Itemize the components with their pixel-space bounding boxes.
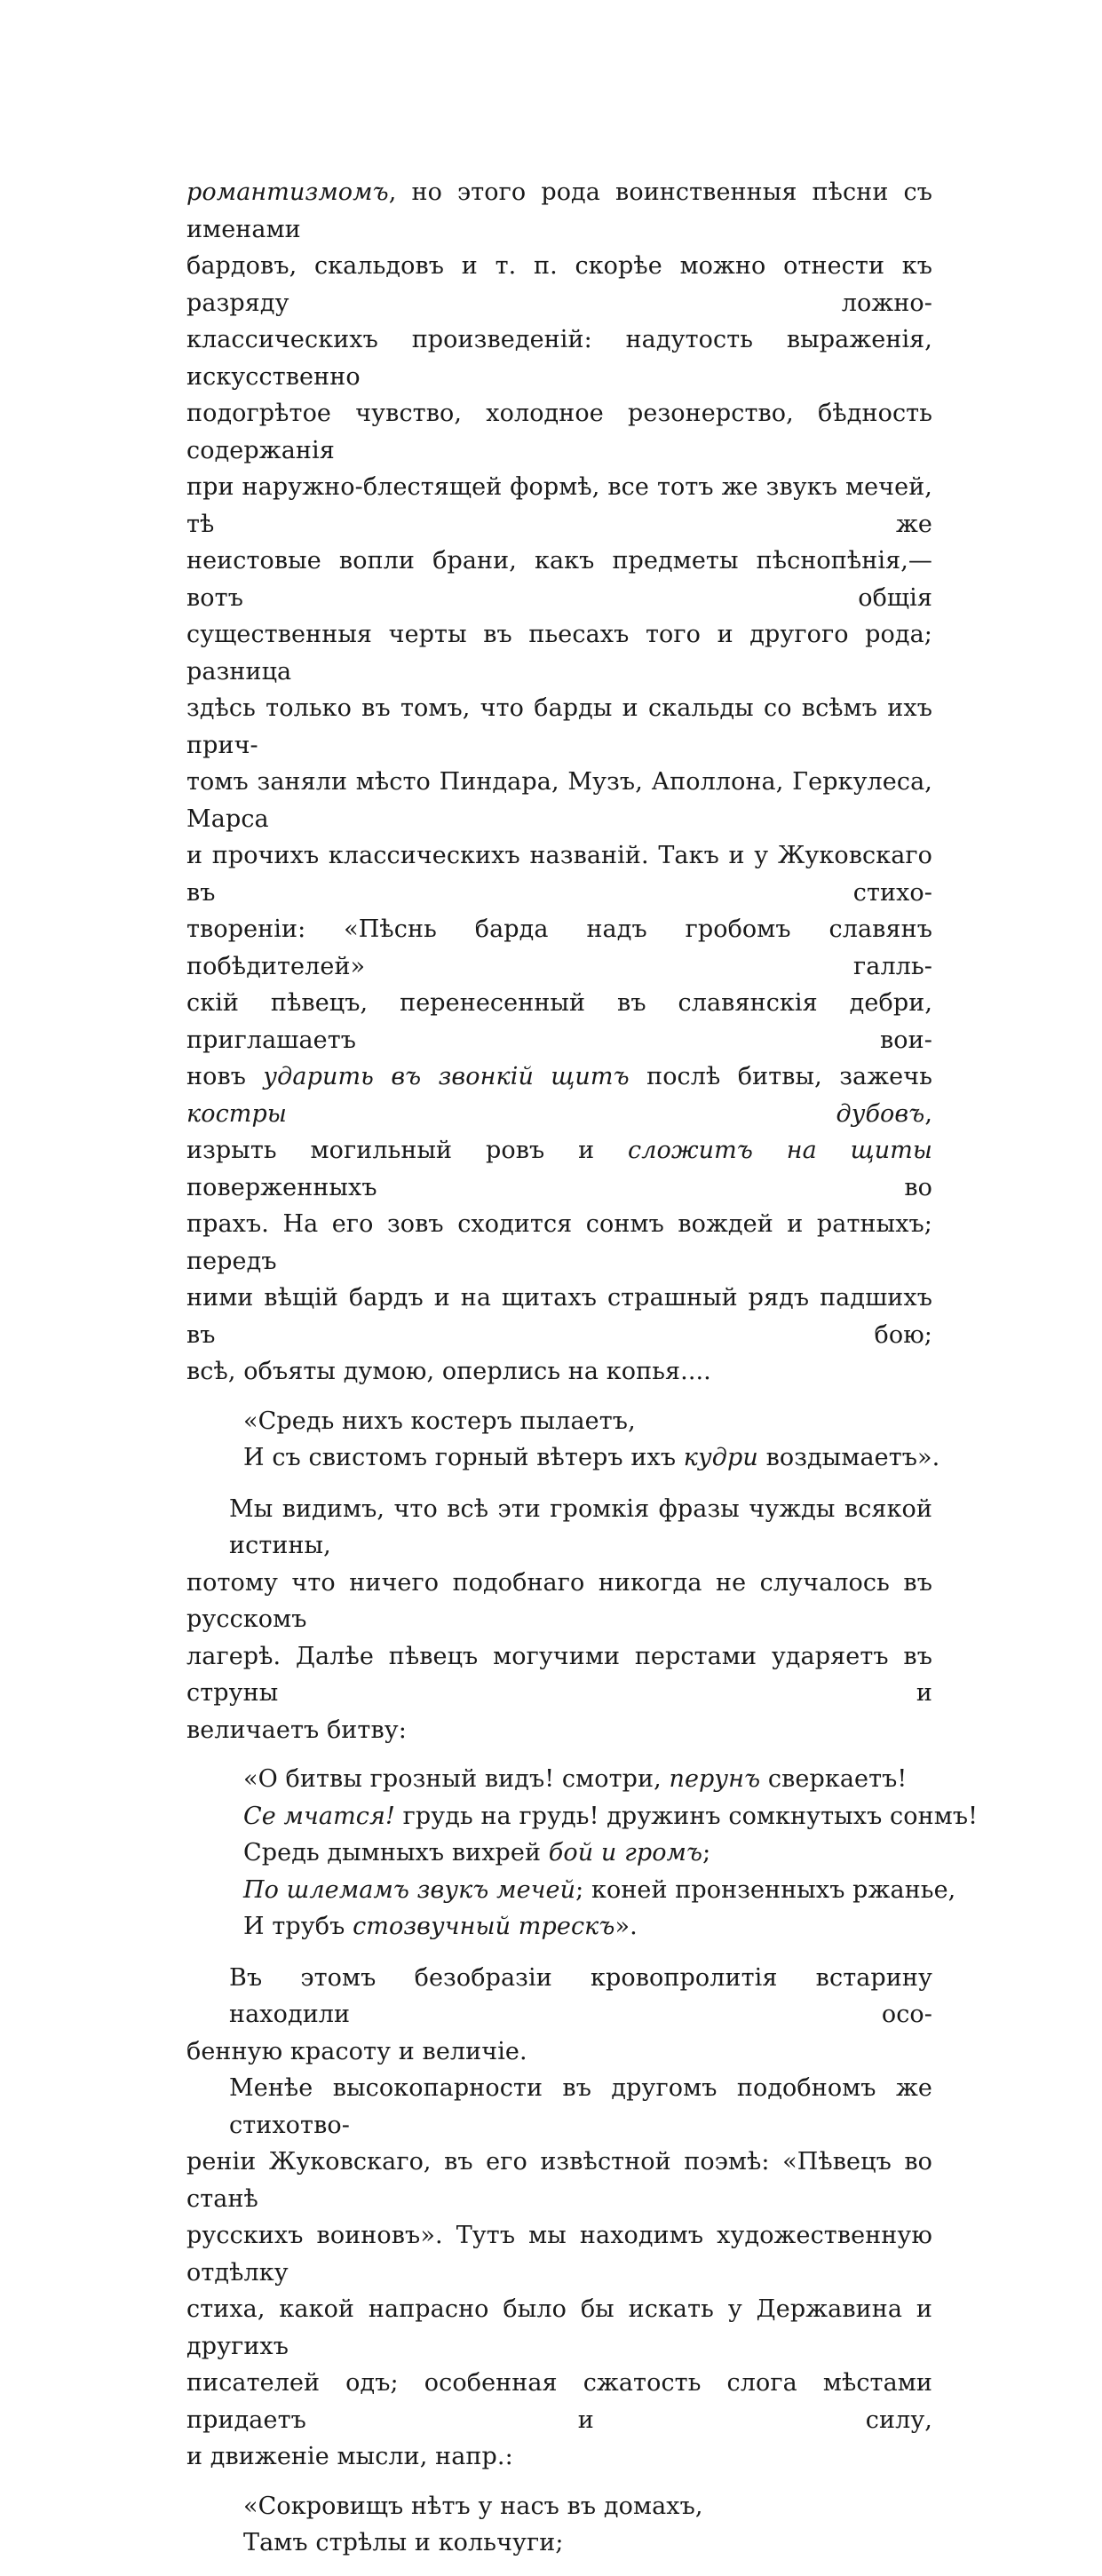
text-line: и движеніе мысли, напр.:	[186, 2443, 513, 2470]
text-span: ;	[702, 1839, 711, 1867]
italic-phrase: костры дубовъ	[186, 1099, 925, 1128]
verse-quote-2	[243, 1761, 979, 1946]
paragraph-4	[186, 2070, 932, 2476]
text-line: русскихъ воиновъ». Тутъ мы находимъ художественную отдѣлку	[186, 2222, 932, 2287]
paragraph-2	[186, 1491, 932, 1749]
text-span: ; коней пронзенныхъ ржанье,	[575, 1875, 956, 1904]
italic-phrase: сложитъ на щиты	[627, 1137, 932, 1164]
text-line: всѣ, объяты думою, оперлись на копья....	[186, 1358, 711, 1385]
text-span: изрыть могильный ровъ и	[186, 1137, 595, 1164]
verse-line	[243, 1439, 940, 1477]
verse-line	[243, 1761, 932, 1798]
italic-phrase: Се мчатся!	[243, 1802, 395, 1830]
text-line: существенныя черты въ пьесахъ того и другого рода; разница	[186, 621, 932, 686]
text-line: классическихъ произведеній: надутость выраженія, искусственно	[186, 326, 932, 391]
text-line	[186, 1058, 932, 1132]
text-span: ».	[614, 1913, 638, 1940]
page-text	[186, 174, 979, 2576]
text-line	[186, 174, 932, 248]
italic-phrase: кудри	[683, 1444, 758, 1471]
text-line: Менѣе высокопарности въ другомъ подобномъ же стихотво-	[229, 2074, 932, 2139]
text-line: стиха, какой напрасно было бы искать у Державина и другихъ	[186, 2295, 932, 2360]
text-span: поверженныхъ во	[186, 1173, 932, 1201]
text-span: новъ	[186, 1063, 247, 1090]
italic-phrase: бой и громъ	[548, 1839, 703, 1867]
text-line: твореніи: «Пѣснь барда надъ гробомъ славянъ побѣдителей» галль-	[186, 915, 932, 980]
text-line: и прочихъ классическихъ названій. Такъ и у Жуковскаго въ стихо-	[186, 842, 932, 907]
text-line: Въ этомъ безобразіи кровопролитія встарину находили осо-	[229, 1963, 932, 2028]
text-span: воздымаетъ».	[765, 1444, 940, 1471]
text-line: писателей одъ; особенная сжатость слога мѣстами придаетъ и силу,	[186, 2369, 932, 2434]
verse-line: «Сокровищъ нѣтъ у насъ въ домахъ,	[243, 2492, 703, 2520]
text-line: бардовъ, скальдовъ и т. п. скорѣе можно отнести къ разряду ложно-	[186, 252, 932, 317]
italic-phrase: стозвучный трескъ	[353, 1913, 615, 1940]
text-line	[186, 1132, 932, 1206]
text-line: томъ заняли мѣсто Пиндара, Музъ, Аполлона, Геркулеса, Марса	[186, 768, 932, 833]
verse-line: «Средь нихъ костеръ пылаетъ,	[243, 1407, 636, 1435]
text-line: подогрѣтое чувство, холодное резонерство, бѣдность содержанія	[186, 400, 932, 464]
text-span: грудь на грудь! дружинъ сомкнутыхъ сонмъ!	[402, 1802, 979, 1830]
verse-line	[243, 1798, 979, 1835]
verse-quote-3	[243, 2488, 932, 2562]
italic-phrase: ударить въ звонкій щитъ	[263, 1063, 630, 1090]
text-span: сверкаетъ!	[767, 1765, 908, 1793]
text-line: лагерѣ. Далѣе пѣвецъ могучими перстами ударяетъ въ струны и	[186, 1642, 932, 1707]
text-span: Средь дымныхъ вихрей	[243, 1839, 542, 1867]
verse-line	[243, 1872, 956, 1909]
text-span: И съ свистомъ горный вѣтеръ ихъ	[243, 1444, 677, 1471]
text-line: потому что ничего подобнаго никогда не случалось въ русскомъ	[186, 1568, 932, 1633]
text-line: ними вѣщій бардъ и на щитахъ страшный рядъ падшихъ въ бою;	[186, 1284, 932, 1349]
text-line: Мы видимъ, что всѣ эти громкія фразы чужды всякой истины,	[229, 1494, 932, 1559]
text-line: прахъ. На его зовъ сходится сонмъ вождей и ратныхъ; передъ	[186, 1210, 932, 1275]
text-span: ,	[924, 1099, 932, 1128]
text-line: неистовые вопли брани, какъ предметы пѣснопѣнія,—вотъ общія	[186, 547, 932, 612]
italic-phrase: По шлемамъ звукъ мечей	[243, 1875, 576, 1904]
verse-quote-1	[243, 1403, 940, 1477]
verse-line	[243, 1908, 932, 1946]
text-line: величаетъ битву:	[186, 1716, 407, 1744]
text-line: бенную красоту и величіе.	[186, 2037, 527, 2065]
text-line: при наружно-блестящей формѣ, все тотъ же звукъ мечей, тѣ же	[186, 473, 932, 538]
paragraph-3	[186, 1960, 932, 2071]
text-line: здѣсь только въ томъ, что барды и скальды со всѣмъ ихъ прич-	[186, 694, 932, 759]
text-span: И трубъ	[243, 1913, 345, 1940]
text-line: скій пѣвецъ, перенесенный въ славянскія дебри, приглашаетъ вои-	[186, 989, 932, 1054]
verse-line: Тамъ стрѣлы и кольчуги;	[243, 2529, 564, 2556]
italic-term: романтизмомъ	[186, 178, 389, 206]
text-span: , но этого рода воинственныя пѣсни съ именами	[186, 178, 932, 243]
verse-line	[243, 1835, 932, 1872]
text-span: послѣ битвы, зажечь	[646, 1063, 932, 1090]
text-span: «О битвы грозный видъ! смотри,	[243, 1765, 662, 1793]
paragraph-1	[186, 174, 932, 1391]
italic-phrase: перунъ	[669, 1765, 761, 1793]
text-line: реніи Жуковскаго, въ его извѣстной поэмѣ: «Пѣвецъ во станѣ	[186, 2148, 932, 2213]
